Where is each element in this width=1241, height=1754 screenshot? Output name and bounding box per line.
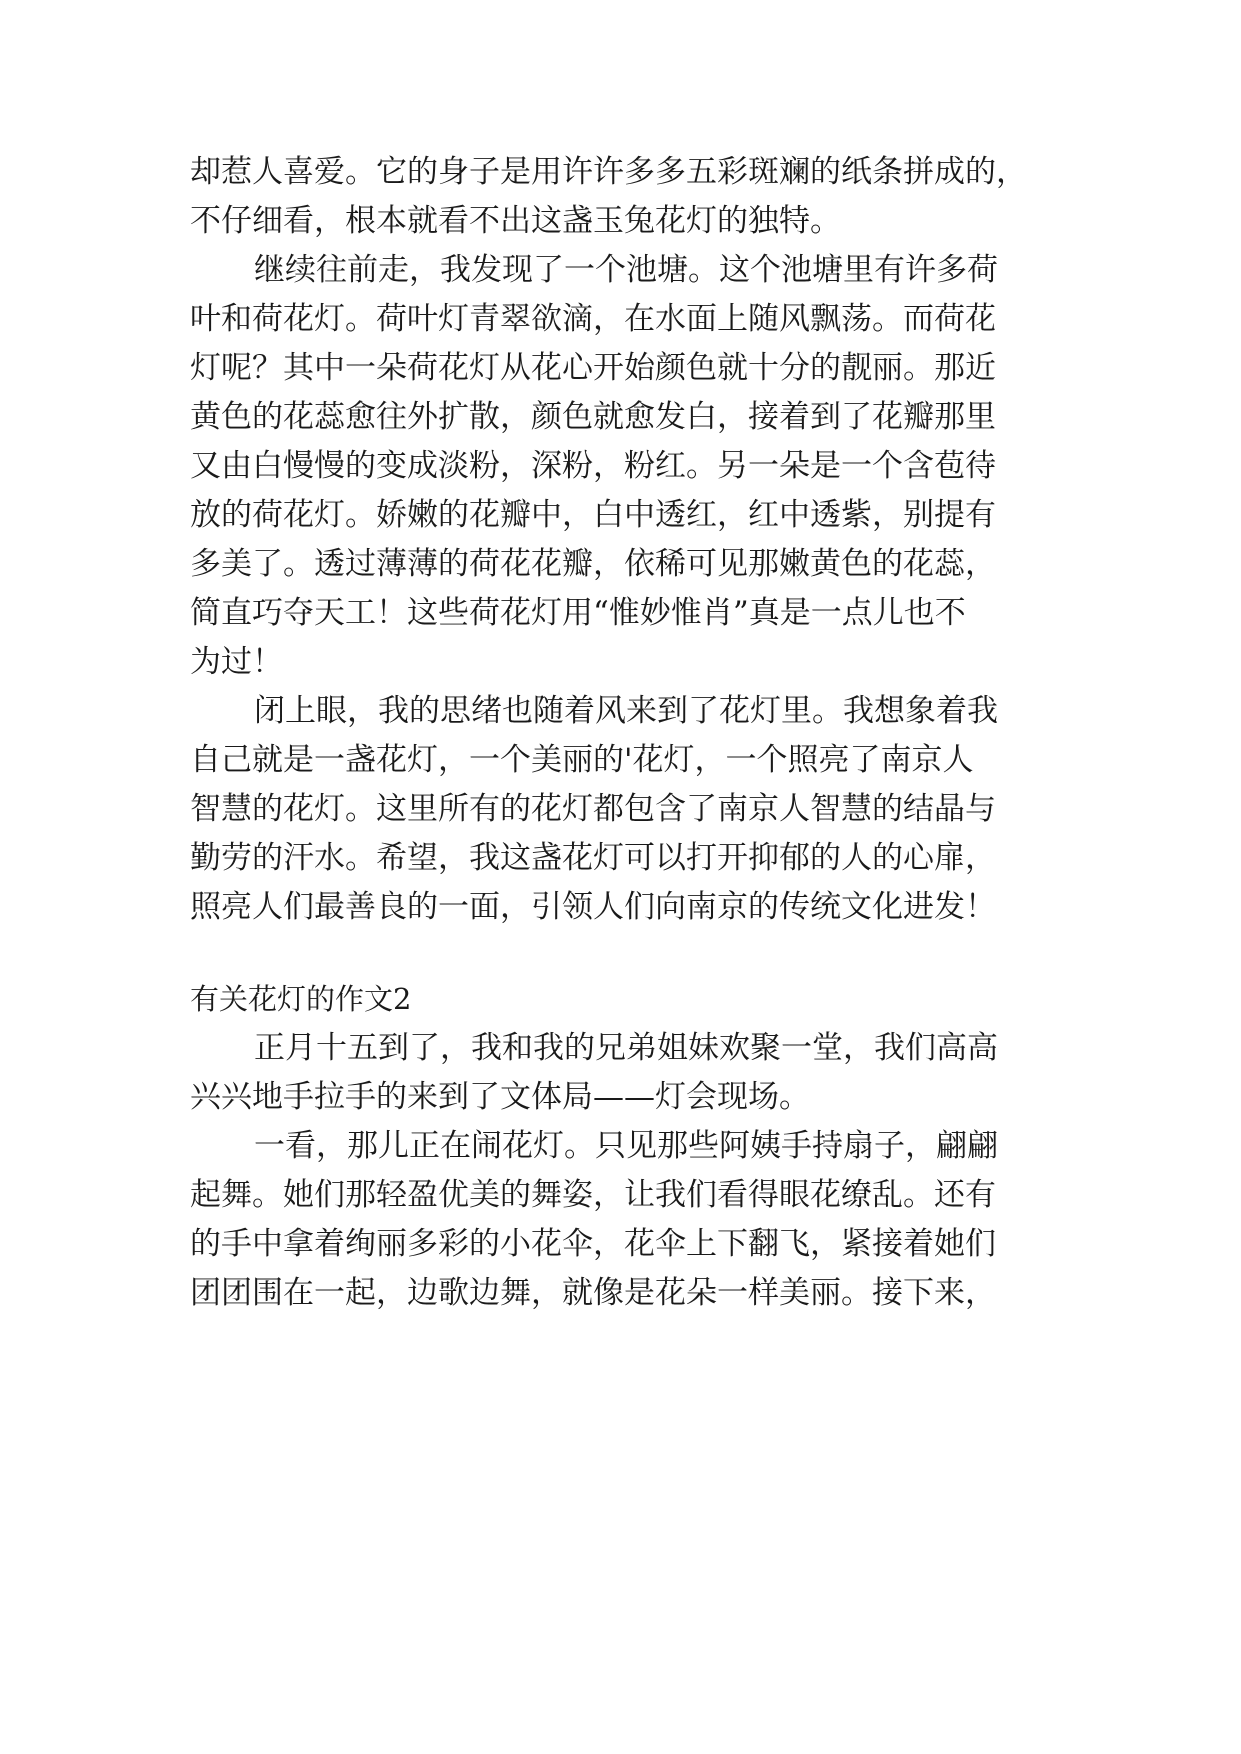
text-line: 又由白慢慢的变成淡粉，深粉，粉红。另一朵是一个含苞待 <box>190 448 996 484</box>
text-line: 智慧的花灯。这里所有的花灯都包含了南京人智慧的结晶与 <box>190 791 996 827</box>
text-line: 叶和荷花灯。荷叶灯青翠欲滴，在水面上随风飘荡。而荷花 <box>190 301 996 337</box>
text-line: 一看，那儿正在闹花灯。只见那些阿姨手持扇子，翩翩 <box>254 1128 998 1164</box>
text-line: 自己就是一盏花灯，一个美丽的'花灯，一个照亮了南京人 <box>190 742 974 778</box>
text-line: 兴兴地手拉手的来到了文体局——灯会现场。 <box>190 1079 810 1115</box>
section-title: 有关花灯的作文2 <box>190 982 412 1016</box>
text-line: 多美了。透过薄薄的荷花花瓣，依稀可见那嫩黄色的花蕊， <box>190 546 996 582</box>
text-line: 起舞。她们那轻盈优美的舞姿，让我们看得眼花缭乱。还有 <box>190 1177 996 1213</box>
text-line: 为过！ <box>190 644 283 680</box>
text-line: 放的荷花灯。娇嫩的花瓣中，白中透红，红中透紫，别提有 <box>190 497 996 533</box>
text-line: 的手中拿着绚丽多彩的小花伞，花伞上下翻飞，紧接着她们 <box>190 1226 996 1262</box>
text-line: 不仔细看，根本就看不出这盏玉兔花灯的独特。 <box>190 203 841 239</box>
text-line: 正月十五到了，我和我的兄弟姐妹欢聚一堂，我们高高 <box>254 1030 998 1066</box>
text-line: 继续往前走，我发现了一个池塘。这个池塘里有许多荷 <box>254 252 998 288</box>
text-line: 却惹人喜爱。它的身子是用许许多多五彩斑斓的纸条拼成的， <box>190 154 1027 190</box>
text-line: 照亮人们最善良的一面，引领人们向南京的传统文化进发！ <box>190 889 996 925</box>
text-line: 黄色的花蕊愈往外扩散，颜色就愈发白，接着到了花瓣那里 <box>190 399 996 435</box>
text-line: 简直巧夺天工！这些荷花灯用“惟妙惟肖”真是一点儿也不 <box>190 595 966 631</box>
text-line: 闭上眼，我的思绪也随着风来到了花灯里。我想象着我 <box>254 693 998 729</box>
text-line: 灯呢？其中一朵荷花灯从花心开始颜色就十分的靓丽。那近 <box>190 350 996 386</box>
text-line: 团团围在一起，边歌边舞，就像是花朵一样美丽。接下来， <box>190 1275 996 1311</box>
text-line: 勤劳的汗水。希望，我这盏花灯可以打开抑郁的人的心扉， <box>190 840 996 876</box>
